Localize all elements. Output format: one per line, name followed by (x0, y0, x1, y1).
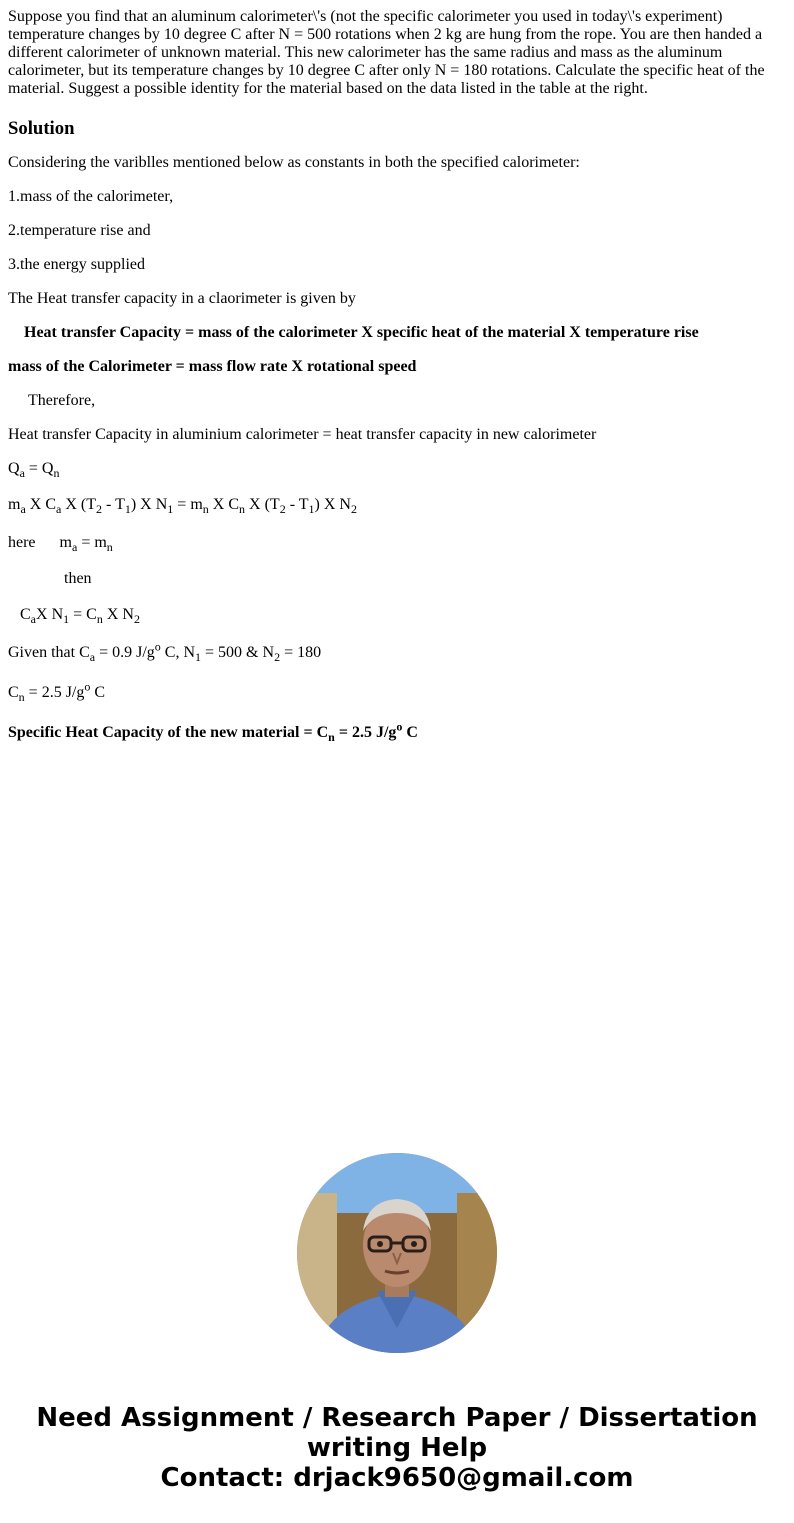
heat-intro-text: The Heat transfer capacity in a claorimeter is given by (8, 290, 356, 307)
author-avatar (297, 1153, 497, 1353)
equation-expanded: $m_a$ X $C_a$ X $(T_2 - T_1)$ X $N_1 = m_n$ X $C_n$ X $(T_2 - T_1)$ X $N_2$ (8, 496, 357, 517)
given-values: Given that $C_a = 0.9$ $J/g^o$ C, $N_1 = 500$ & $N_2 = 180$ (8, 639, 322, 665)
question-text: Suppose you find that an aluminum calorimeter\'s (not the specific calorimeter you used in today\'s experiment) temperature changes by 10 degree C after N = 500 rotations when 2 kg are hung from the rope. You are then handed a different calorimeter of unknown material. This new calorimeter has the same radius and mass as the aluminum calorimeter, but its temperature changes by 10 degree C after only N = 180 rotations. Calculate the specific heat of the material. Suggest a possible identity for the material based on the data listed in the table at the right. (8, 8, 765, 97)
result-cn: $C_n = 2.5$ $J/g^o$ C (8, 679, 106, 705)
list-item-temperature: 2.temperature rise and (8, 222, 151, 239)
footer-contact: Contact: drjack9650@gmail.com (160, 1463, 634, 1493)
solution-heading: Solution (8, 118, 75, 139)
formula-heat-capacity: Heat transfer Capacity = mass of the calorimeter X specific heat of the material X temperature rise (24, 324, 699, 341)
therefore-text: Therefore, (28, 392, 96, 409)
footer-line-2: writing Help (306, 1433, 488, 1463)
equation-q: $Q_a = Q_n$ (8, 460, 60, 481)
list-item-energy: 3.the energy supplied (8, 256, 146, 273)
footer-banner (0, 1403, 794, 1493)
equation-simplified: $C_aX$ $N_1 = C_n$ X $N_2$ (20, 606, 140, 627)
footer-line-1: Need Assignment / Research Paper / Dissertation (36, 1403, 758, 1433)
intro-text: Considering the variblles mentioned below as constants in both the specified calorimeter: (8, 154, 580, 171)
then-text: then (64, 570, 92, 587)
formula-mass: mass of the Calorimeter = mass flow rate X rotational speed (8, 358, 417, 375)
author-photo-icon (297, 1153, 497, 1353)
final-answer: Specific Heat Capacity of the new material = $C_n = 2.5$ $J/g^o$ C (8, 719, 418, 745)
list-item-mass: 1.mass of the calorimeter, (8, 188, 174, 205)
equation-here: here $m_a = m_n$ (8, 534, 113, 555)
document-body (8, 8, 786, 745)
equality-text: Heat transfer Capacity in aluminium calorimeter = heat transfer capacity in new calorimeter (8, 426, 597, 443)
